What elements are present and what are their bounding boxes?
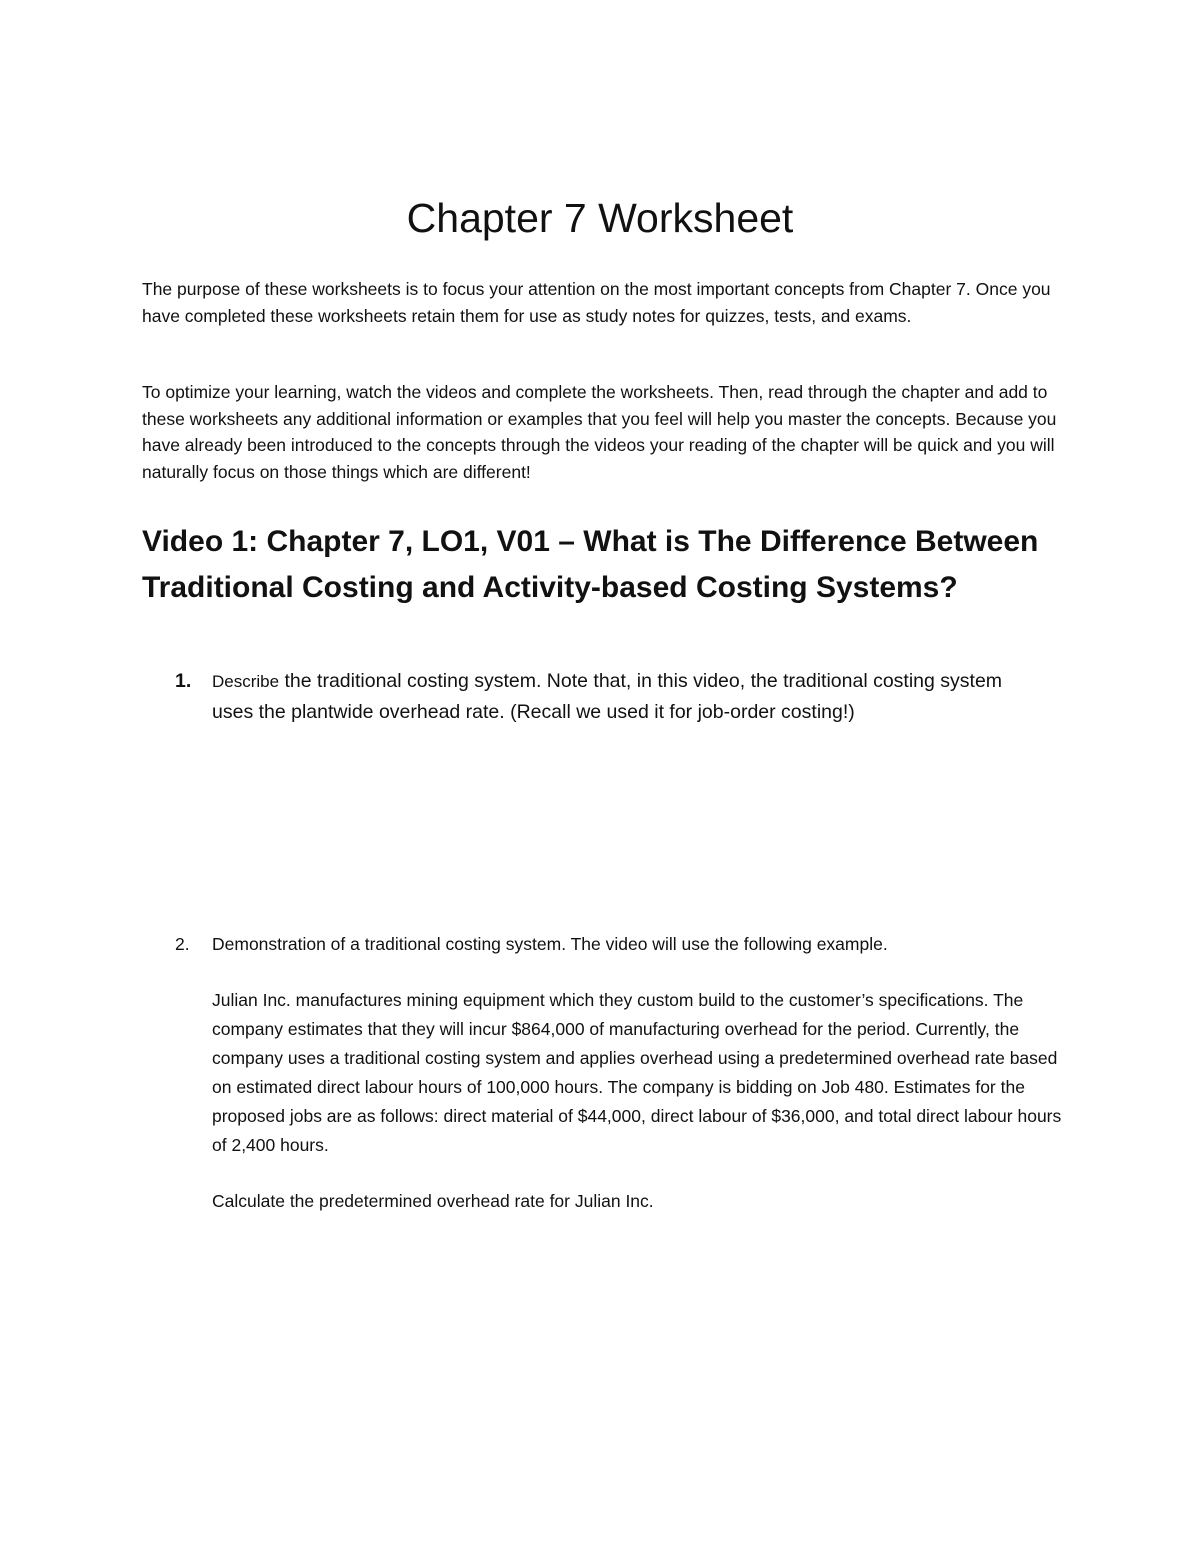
section-heading-video-1: Video 1: Chapter 7, LO1, V01 – What is The Difference Between Traditional Costing and Activity-based Costing Systems? bbox=[142, 525, 1039, 604]
page-title: Chapter 7 Worksheet bbox=[406, 195, 794, 241]
intro-paragraph-optimize: To optimize your learning, watch the videos and complete the worksheets. Then, read through the chapter and add to these worksheets any additional information or examples that you feel will help you master the concepts. Because you have already been introduced to the concepts through the videos your reading of the chapter will be quick and you will naturally focus on those things which are different! bbox=[142, 382, 1057, 482]
question-1 bbox=[142, 666, 1042, 727]
question-2 bbox=[142, 931, 1042, 957]
question-1-number: 1. bbox=[175, 670, 192, 692]
question-1-body bbox=[212, 666, 1042, 727]
question-2-instruction: Calculate the predetermined overhead rate for Julian Inc. bbox=[212, 1191, 654, 1211]
question-2-example: Julian Inc. manufactures mining equipment which they custom build to the customer’s specifications. The company estimates that they will incur $864,000 of manufacturing overhead for the period. Currently, the company uses a traditional costing system and applies overhead using a predetermined overhead rate based on estimated direct labour hours of 100,000 hours. The company is bidding on Job 480. Estimates for the proposed jobs are as follows: direct material of $44,000, direct labour of $36,000, and total direct labour hours of 2,400 hours. bbox=[212, 990, 1062, 1155]
question-1-first-word: Describe bbox=[212, 672, 280, 691]
question-2-number: 2. bbox=[175, 934, 190, 954]
question-2-text: Demonstration of a traditional costing system. The video will use the following example. bbox=[212, 934, 888, 954]
intro-paragraph-purpose: The purpose of these worksheets is to focus your attention on the most important concepts from Chapter 7. Once you have completed these worksheets retain them for use as study notes for quizzes, tests, and exams. bbox=[142, 279, 1051, 326]
question-1-text: the traditional costing system. Note that, in this video, the traditional costing system uses the plantwide overhead rate. (Recall we used it for job-order costing!) bbox=[212, 670, 1003, 723]
